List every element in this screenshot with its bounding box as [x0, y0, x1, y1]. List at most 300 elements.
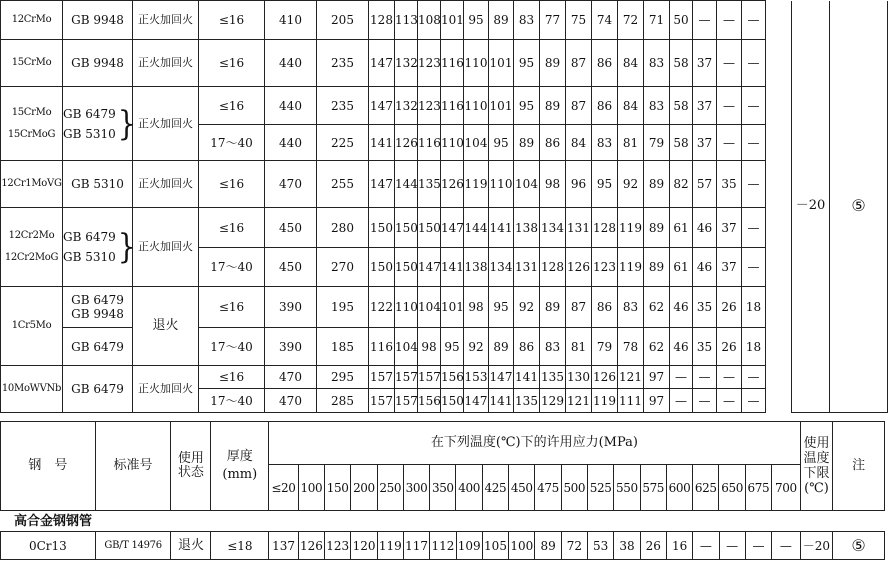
stress-cell: 119: [464, 161, 489, 208]
tensile-cell: 390: [265, 287, 317, 328]
stress-cell: 150: [395, 248, 418, 287]
stress-cell: 77: [540, 1, 566, 40]
stress-cell: 131: [514, 248, 540, 287]
header-temp: 475: [535, 465, 561, 511]
stress-cell: 50: [670, 1, 693, 40]
stress-cell: 119: [377, 532, 403, 560]
stress-cell: 97: [644, 389, 670, 413]
grade-line: 15CrMo: [11, 106, 52, 118]
stress-cell: 119: [592, 389, 618, 413]
stress-cell: 156: [441, 366, 464, 389]
stress-cell: 116: [369, 328, 395, 366]
header-condition: 使用状态: [171, 422, 211, 511]
stress-table-header: [0, 421, 885, 511]
condition-cell: 退火: [171, 532, 211, 560]
section-title: 高合金钢钢管: [14, 514, 93, 529]
thickness-cell: ≤16: [199, 366, 265, 389]
stress-cell: 81: [618, 125, 644, 161]
grade-line: 12Cr2MoG: [4, 252, 59, 263]
stress-cell: 101: [489, 87, 514, 125]
blank-cell: [766, 389, 792, 413]
standard-cell: GB 9948: [63, 1, 133, 40]
stress-cell: 37: [717, 248, 742, 287]
table-row: [1, 161, 888, 208]
standard-cell: GB 6479: [63, 366, 133, 413]
standard-cell: GB/T 14976: [95, 532, 171, 560]
header-thickness: [211, 422, 269, 511]
stress-cell: 116: [441, 87, 464, 125]
stress-cell: 110: [395, 287, 418, 328]
yield-cell: 285: [317, 389, 369, 413]
table-row: [1, 287, 888, 328]
stress-cell: 126: [566, 248, 592, 287]
stress-cell: 38: [614, 532, 640, 560]
grade-cell: 1Cr5Mo: [1, 287, 63, 366]
tensile-cell: 470: [265, 366, 317, 389]
header-temp: 100: [298, 465, 324, 511]
stress-cell: 104: [464, 125, 489, 161]
stress-cell: 122: [369, 287, 395, 328]
yield-cell: 225: [317, 125, 369, 161]
stress-cell: 89: [489, 328, 514, 366]
stress-cell: —: [693, 1, 717, 40]
stress-cell: 157: [369, 366, 395, 389]
tensile-cell: 450: [265, 248, 317, 287]
stress-cell: 123: [325, 532, 351, 560]
stress-cell: 109: [456, 532, 482, 560]
stress-cell: 84: [618, 40, 644, 87]
header-min-temp-line: 下限: [803, 466, 830, 481]
stress-cell: 18: [742, 328, 766, 366]
stress-cell: 89: [540, 40, 566, 87]
stress-cell: 157: [369, 389, 395, 413]
note-cell: ⑤: [833, 532, 885, 560]
yield-cell: 280: [317, 208, 369, 248]
header-min-temp: [800, 422, 833, 511]
grade-cell: 12CrMo: [1, 1, 63, 40]
standard-line: GB 9948: [71, 307, 124, 321]
stress-cell: 46: [693, 208, 717, 248]
stress-cell: 95: [592, 161, 618, 208]
blank-cell: [766, 208, 792, 248]
stress-cell: 86: [592, 287, 618, 328]
yield-cell: 235: [317, 40, 369, 87]
stress-cell: 81: [566, 328, 592, 366]
blank-cell: [766, 287, 792, 328]
stress-cell: 46: [693, 248, 717, 287]
stress-cell: 92: [514, 287, 540, 328]
blank-cell: [766, 87, 792, 125]
stress-cell: 130: [566, 366, 592, 389]
stress-cell: 87: [566, 87, 592, 125]
stress-cell: 144: [464, 208, 489, 248]
stress-cell: 134: [489, 248, 514, 287]
standard-group: [63, 103, 136, 143]
stress-cell: 104: [395, 328, 418, 366]
stress-cell: 121: [566, 389, 592, 413]
condition-cell: 退火: [133, 287, 199, 366]
stress-cell: 111: [618, 389, 644, 413]
stress-cell: —: [719, 532, 745, 560]
stress-cell: 110: [464, 40, 489, 87]
stress-cell: 89: [644, 161, 670, 208]
stress-cell: —: [742, 366, 766, 389]
stress-cell: 84: [618, 87, 644, 125]
header-temp: 625: [693, 465, 719, 511]
thickness-cell: ≤16: [199, 87, 265, 125]
header-temp: 650: [719, 465, 745, 511]
stress-cell: 89: [514, 125, 540, 161]
stress-cell: 95: [489, 125, 514, 161]
standard-cell: GB 9948: [63, 40, 133, 87]
stress-cell: 128: [540, 248, 566, 287]
stress-cell: 35: [693, 287, 717, 328]
stress-cell: 71: [644, 1, 670, 40]
stress-cell: 83: [618, 287, 644, 328]
stress-cell: 134: [540, 208, 566, 248]
stress-cell: 153: [464, 366, 489, 389]
stress-cell: —: [742, 248, 766, 287]
standard-cell: [63, 287, 133, 328]
stress-cell: 98: [540, 161, 566, 208]
condition-cell: 正火加回火: [133, 161, 199, 208]
stress-cell: —: [717, 366, 742, 389]
grade-cell: [1, 208, 63, 287]
yield-cell: 195: [317, 287, 369, 328]
stress-cell: 74: [592, 1, 618, 40]
stress-cell: 157: [395, 389, 418, 413]
stress-cell: 83: [540, 328, 566, 366]
stress-cell: 150: [369, 248, 395, 287]
tensile-cell: 440: [265, 87, 317, 125]
stress-cell: —: [717, 1, 742, 40]
min-temp-cell: －20: [792, 1, 830, 413]
blank-cell: [766, 125, 792, 161]
stress-cell: 126: [395, 125, 418, 161]
stress-cell: —: [742, 1, 766, 40]
stress-cell: 95: [489, 287, 514, 328]
header-temp: ≤20: [269, 465, 298, 511]
stress-cell: 138: [464, 248, 489, 287]
stress-cell: 58: [670, 125, 693, 161]
stress-cell: 83: [644, 40, 670, 87]
stress-cell: 123: [418, 40, 441, 87]
stress-cell: —: [742, 125, 766, 161]
stress-cell: 96: [566, 161, 592, 208]
stress-cell: 37: [693, 40, 717, 87]
stress-cell: 157: [395, 366, 418, 389]
stress-cell: 95: [514, 40, 540, 87]
stress-cell: 82: [670, 161, 693, 208]
stress-cell: 105: [482, 532, 508, 560]
stress-cell: —: [693, 366, 717, 389]
thickness-cell: 17～40: [199, 389, 265, 413]
stress-cell: 75: [566, 1, 592, 40]
stress-cell: 141: [489, 389, 514, 413]
stress-cell: 100: [509, 532, 535, 560]
stress-cell: 58: [670, 40, 693, 87]
thickness-cell: 17～40: [199, 125, 265, 161]
header-min-temp-line: (℃): [804, 481, 829, 496]
stress-cell: —: [670, 389, 693, 413]
tensile-cell: 470: [265, 161, 317, 208]
stress-cell: 26: [640, 532, 666, 560]
condition-cell: 正火加回火: [133, 1, 199, 40]
table-row: [1, 87, 888, 125]
stress-cell: 58: [670, 87, 693, 125]
stress-cell: 123: [418, 87, 441, 125]
stress-cell: 147: [441, 208, 464, 248]
stress-cell: 37: [693, 87, 717, 125]
stress-cell: 84: [566, 125, 592, 161]
header-temp: 150: [324, 465, 350, 511]
stress-cell: 132: [395, 87, 418, 125]
stress-cell: 46: [670, 328, 693, 366]
stress-cell: 141: [441, 248, 464, 287]
stress-cell: 101: [441, 1, 464, 40]
stress-cell: 78: [618, 328, 644, 366]
header-temp: 550: [614, 465, 640, 511]
stress-cell: 132: [395, 40, 418, 87]
tensile-cell: 390: [265, 328, 317, 366]
yield-cell: 295: [317, 366, 369, 389]
stress-cell: 157: [418, 366, 441, 389]
stress-cell: —: [742, 161, 766, 208]
stress-cell: 135: [514, 389, 540, 413]
blank-cell: [766, 161, 792, 208]
stress-cell: 98: [464, 287, 489, 328]
stress-cell: —: [742, 40, 766, 87]
stress-cell: 101: [489, 40, 514, 87]
stress-cell: —: [742, 87, 766, 125]
stress-cell: 95: [464, 1, 489, 40]
stress-cell: 126: [298, 532, 324, 560]
table-row: [1, 366, 888, 389]
header-min-temp-line: 使用: [803, 436, 830, 451]
header-temp: 400: [456, 465, 482, 511]
stress-cell: 141: [369, 125, 395, 161]
stress-cell: 79: [592, 328, 618, 366]
stress-cell: 35: [693, 328, 717, 366]
tensile-cell: 440: [265, 40, 317, 87]
stress-cell: 110: [464, 87, 489, 125]
stress-cell: 128: [369, 1, 395, 40]
header-thickness-unit: (mm): [222, 467, 258, 482]
grade-line: 15CrMoG: [7, 128, 56, 140]
stress-cell: 131: [566, 208, 592, 248]
stress-cell: 46: [670, 287, 693, 328]
stress-cell: 123: [592, 248, 618, 287]
table-row: [1, 40, 888, 87]
stress-cell: 87: [566, 287, 592, 328]
stress-cell: —: [717, 40, 742, 87]
stress-cell: 119: [618, 248, 644, 287]
header-temp: 250: [377, 465, 403, 511]
stress-cell: 83: [514, 1, 540, 40]
stress-cell: 138: [514, 208, 540, 248]
stress-cell: 92: [464, 328, 489, 366]
blank-cell: [766, 366, 792, 389]
stress-cell: 95: [441, 328, 464, 366]
standard-line: GB 5310: [63, 126, 116, 141]
stress-cell: 147: [489, 366, 514, 389]
stress-cell: —: [717, 389, 742, 413]
stress-cell: 147: [369, 40, 395, 87]
stress-cell: 26: [717, 328, 742, 366]
blank-cell: [766, 248, 792, 287]
table-row: [1, 208, 888, 248]
note-cell: ⑤: [830, 1, 888, 413]
yield-cell: 205: [317, 1, 369, 40]
stress-cell: —: [717, 125, 742, 161]
grade-cell: 0Cr13: [1, 532, 96, 560]
standard-cell: GB 5310: [63, 161, 133, 208]
stress-cell: 117: [403, 532, 429, 560]
condition-cell: 正火加回火: [133, 208, 199, 287]
stress-cell: 89: [540, 287, 566, 328]
standard-line: GB 5310: [63, 250, 116, 264]
thickness-cell: ≤16: [199, 208, 265, 248]
stress-cell: —: [745, 532, 771, 560]
yield-cell: 185: [317, 328, 369, 366]
table-row: [1, 1, 888, 40]
header-temp: 450: [509, 465, 535, 511]
stress-cell: 108: [418, 1, 441, 40]
stress-cell: 89: [489, 1, 514, 40]
standard-cell: [63, 87, 136, 161]
yield-cell: 235: [317, 87, 369, 125]
stress-cell: 104: [514, 161, 540, 208]
stress-cell: 83: [592, 125, 618, 161]
header-min-temp-line: 温度: [803, 451, 830, 466]
stress-cell: 156: [418, 389, 441, 413]
standard-cell: GB 6479: [63, 328, 133, 366]
thickness-cell: 17～40: [199, 328, 265, 366]
stress-cell: 120: [351, 532, 377, 560]
header-temp: 525: [587, 465, 613, 511]
stress-cell: 83: [644, 87, 670, 125]
header-temp: 350: [430, 465, 456, 511]
header-temp: 500: [561, 465, 587, 511]
grade-cell: [1, 87, 63, 161]
stress-cell: 61: [670, 248, 693, 287]
stress-cell: 87: [566, 40, 592, 87]
yield-cell: 255: [317, 161, 369, 208]
stress-cell: 53: [588, 532, 614, 560]
stress-cell: 116: [441, 40, 464, 87]
stress-cell: 113: [395, 1, 418, 40]
brace-icon: }: [117, 226, 136, 267]
stress-cell: 16: [666, 532, 692, 560]
header-note: 注: [833, 422, 885, 511]
stress-cell: 86: [592, 87, 618, 125]
stress-cell: —: [670, 366, 693, 389]
stress-cell: —: [742, 208, 766, 248]
stress-cell: 86: [592, 40, 618, 87]
stress-cell: 129: [540, 389, 566, 413]
stress-cell: 61: [670, 208, 693, 248]
condition-cell: 正火加回火: [133, 366, 199, 413]
stress-cell: 92: [618, 161, 644, 208]
stress-cell: 72: [561, 532, 587, 560]
stress-cell: 37: [717, 208, 742, 248]
grade-cell: 10MoWVNb: [1, 366, 63, 413]
stress-cell: 141: [514, 366, 540, 389]
stress-cell: 126: [441, 161, 464, 208]
stress-cell: 147: [369, 87, 395, 125]
stress-cell: —: [742, 389, 766, 413]
tensile-cell: 450: [265, 208, 317, 248]
stress-cell: 116: [418, 125, 441, 161]
stress-cell: 119: [618, 208, 644, 248]
stress-cell: 62: [644, 328, 670, 366]
stress-cell: 150: [441, 389, 464, 413]
yield-cell: 270: [317, 248, 369, 287]
header-temp: 700: [772, 465, 801, 511]
table-row: [1, 532, 885, 560]
blank-cell: [766, 1, 792, 40]
stress-cell: 89: [644, 248, 670, 287]
stress-cell: 97: [644, 366, 670, 389]
stress-cell: 35: [717, 161, 742, 208]
header-stress-title: 在下列温度(℃)下的许用应力(MPa): [269, 422, 800, 465]
condition-cell: 正火加回火: [133, 40, 199, 87]
stress-cell: —: [693, 389, 717, 413]
stress-cell: 147: [464, 389, 489, 413]
stress-cell: 135: [540, 366, 566, 389]
grade-cell: 15CrMo: [1, 40, 63, 87]
thickness-cell: ≤16: [199, 1, 265, 40]
standard-line: GB 6479: [63, 230, 116, 244]
stress-cell: 86: [540, 125, 566, 161]
stress-cell: 110: [441, 125, 464, 161]
blank-cell: [766, 40, 792, 87]
standard-line: GB 6479: [71, 293, 124, 307]
grade-line: 12Cr2Mo: [8, 230, 55, 241]
blank-cell: [766, 328, 792, 366]
stress-cell: —: [772, 532, 800, 560]
stress-cell: 101: [441, 287, 464, 328]
header-temp: 675: [745, 465, 771, 511]
tensile-cell: 410: [265, 1, 317, 40]
condition-cell: 正火加回火: [133, 87, 199, 161]
stress-cell: 147: [369, 161, 395, 208]
header-standard: 标准号: [95, 422, 171, 511]
header-temp: 575: [640, 465, 666, 511]
stress-cell: 86: [514, 328, 540, 366]
header-temp: 200: [351, 465, 377, 511]
tensile-cell: 440: [265, 125, 317, 161]
stress-cell: 128: [592, 208, 618, 248]
header-temp: 600: [666, 465, 692, 511]
thickness-cell: ≤18: [211, 532, 269, 560]
stress-cell: —: [717, 87, 742, 125]
high-alloy-table: [0, 531, 885, 560]
stress-cell: 112: [430, 532, 456, 560]
stress-cell: 150: [369, 208, 395, 248]
stress-cell: 37: [693, 125, 717, 161]
stress-cell: 62: [644, 287, 670, 328]
brace-icon: }: [117, 103, 136, 143]
stress-cell: 89: [540, 87, 566, 125]
stress-cell: 98: [418, 328, 441, 366]
stress-cell: 110: [489, 161, 514, 208]
stress-cell: 147: [418, 248, 441, 287]
stress-cell: 79: [644, 125, 670, 161]
stress-cell: 144: [395, 161, 418, 208]
stress-cell: 95: [514, 87, 540, 125]
thickness-cell: 17～40: [199, 248, 265, 287]
